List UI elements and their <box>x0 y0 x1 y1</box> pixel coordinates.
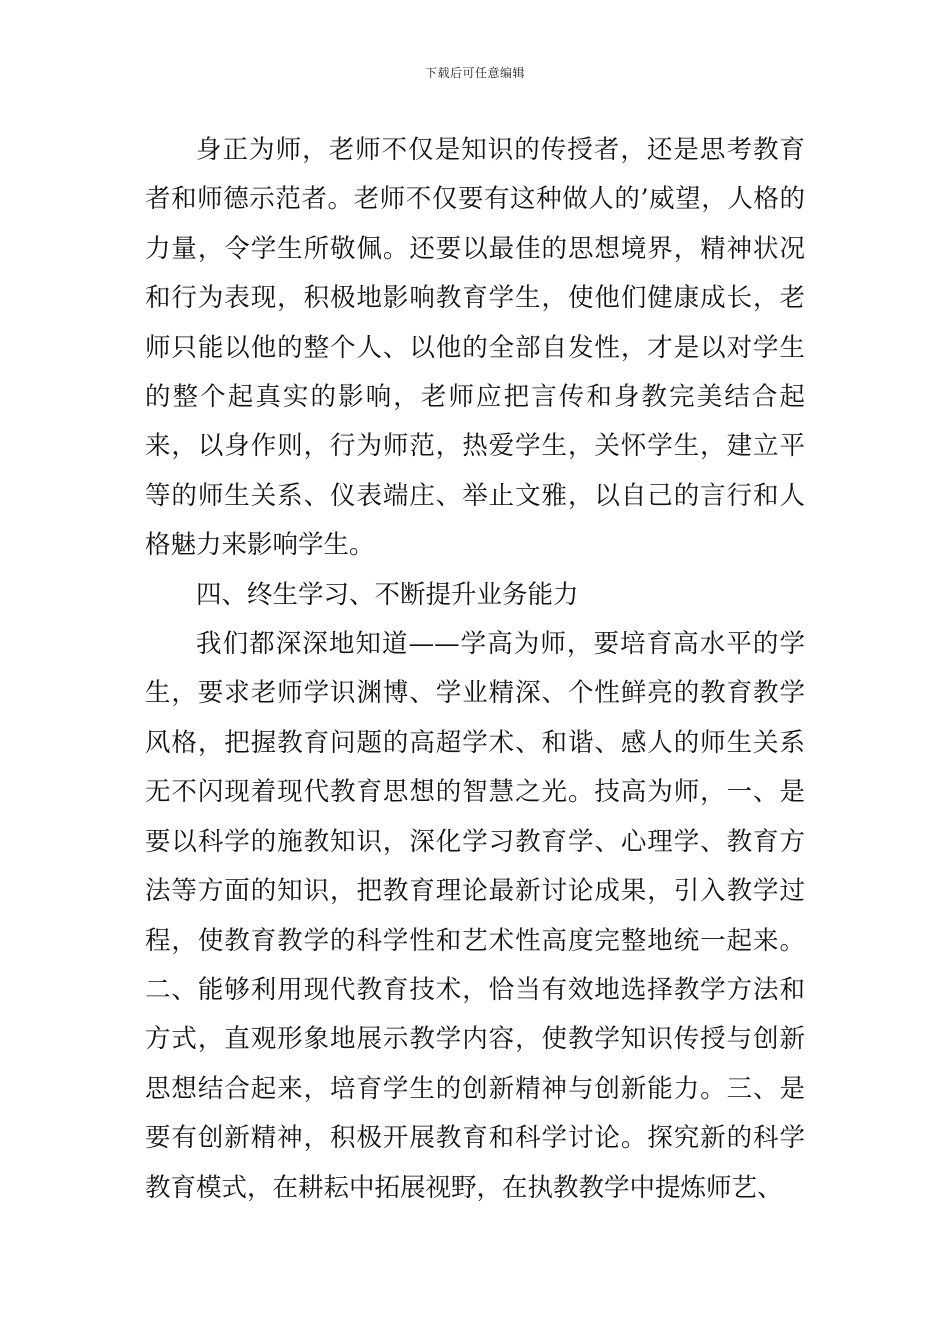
document-body <box>145 126 805 1213</box>
header-note: 下载后可任意编辑 <box>424 66 525 80</box>
paragraph-teacher-role: 身正为师，老师不仅是知识的传授者，还是思考教育者和师德示范者。老师不仅要有这种做人的’威望，人格的力量，令学生所敬佩。还要以最佳的思想境界，精神状况和行为表现，积极地影响教育学生，使他们健康成长，老师只能以他的整个人、以他的全部自发性，才是以对学生的整个起真实的影响，老师应把言传和身教完美结合起来，以身作则，行为师范，热爱学生，关怀学生，建立平等的师生关系、仪表端庄、举止文雅，以自己的言行和人格魅力来影响学生。 <box>145 135 805 561</box>
paragraph-professional-ability: 我们都深深地知道——学高为师，要培育高水平的学生，要求老师学识渊博、学业精深、个性鲜亮的教育教学风格，把握教育问题的高超学术、和谐、感人的师生关系无不闪现着现代教育思想的智慧之光。技高为师，一、是要以科学的施教知识，深化学习教育学、心理学、教育方法等方面的知识，把教育理论最新讨论成果，引入教学过程，使教育教学的科学性和艺术性高度完整地统一起来。二、能够利用现代教育技术，恰当有效地选择教学方法和方式，直观形象地展示教学内容，使教学知识传授与创新思想结合起来，培育学生的创新精神与创新能力。三、是要有创新精神，积极开展教育和科学讨论。探究新的科学教育模式，在耕耘中拓展视野，在执教教学中提炼师艺、 <box>145 629 805 1203</box>
section-heading-lifelong-learning: 四、终生学习、不断提升业务能力 <box>196 579 579 610</box>
